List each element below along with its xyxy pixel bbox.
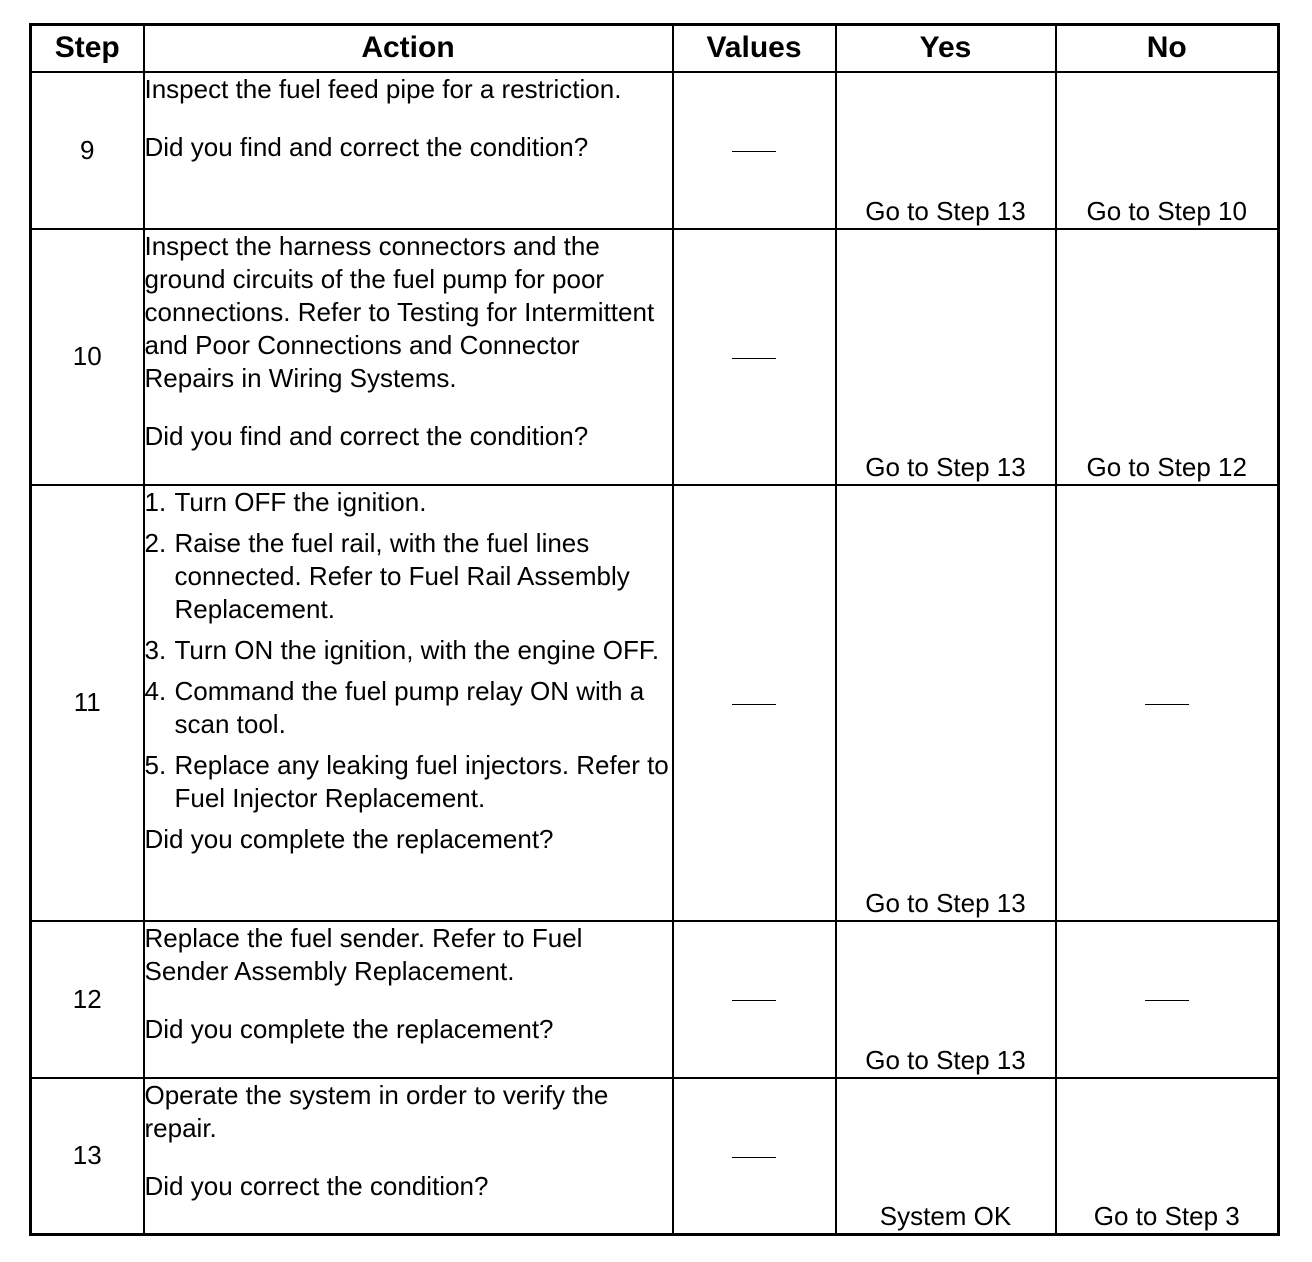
action-question: Did you find and correct the condition? bbox=[144, 131, 589, 162]
values-dash bbox=[732, 1157, 776, 1158]
list-item-number: 1. bbox=[144, 486, 167, 517]
table-row bbox=[31, 229, 1279, 485]
header-step: Step bbox=[31, 25, 144, 72]
action-question: Did you find and correct the condition? bbox=[144, 420, 589, 451]
table-body bbox=[31, 72, 1279, 1235]
values-dash bbox=[732, 704, 776, 705]
list-item bbox=[145, 634, 672, 667]
action-text: Operate the system in order to verify the repair. bbox=[144, 1079, 609, 1143]
action-text: Inspect the fuel feed pipe for a restriction. bbox=[144, 73, 622, 104]
action-text: Replace the fuel sender. Refer to Fuel Sender Assembly Replacement. bbox=[144, 922, 583, 986]
list-item-text: Replace any leaking fuel injectors. Refer to Fuel Injector Replacement. bbox=[174, 749, 669, 813]
list-item-text: Raise the fuel rail, with the fuel lines connected. Refer to Fuel Rail Assembly Replacement. bbox=[174, 527, 630, 624]
values-cell bbox=[673, 72, 836, 229]
list-item bbox=[145, 527, 672, 626]
no-dash bbox=[1145, 1000, 1189, 1001]
procedure-list bbox=[145, 486, 672, 815]
list-item bbox=[145, 486, 672, 519]
no-outcome: Go to Step 3 bbox=[1056, 1078, 1279, 1235]
header-no: No bbox=[1056, 25, 1279, 72]
action-question: Did you complete the replacement? bbox=[144, 1013, 554, 1044]
table-header bbox=[31, 25, 1279, 72]
yes-outcome: Go to Step 13 bbox=[836, 229, 1056, 485]
list-item-number: 4. bbox=[144, 675, 167, 706]
yes-outcome: System OK bbox=[836, 1078, 1056, 1235]
no-outcome: Go to Step 10 bbox=[1056, 72, 1279, 229]
list-item-text: Command the fuel pump relay ON with a scan tool. bbox=[174, 675, 645, 739]
step-number: 11 bbox=[31, 485, 144, 921]
action-question: Did you correct the condition? bbox=[144, 1170, 489, 1201]
action-cell bbox=[144, 485, 673, 921]
list-item-number: 3. bbox=[144, 634, 167, 665]
yes-outcome: Go to Step 13 bbox=[836, 485, 1056, 921]
list-item-text: Turn OFF the ignition. bbox=[174, 486, 427, 517]
action-cell bbox=[144, 229, 673, 485]
table-row bbox=[31, 485, 1279, 921]
no-outcome bbox=[1056, 485, 1279, 921]
list-item-number: 2. bbox=[144, 527, 167, 558]
step-number: 13 bbox=[31, 1078, 144, 1235]
list-item-number: 5. bbox=[144, 749, 167, 780]
values-dash bbox=[732, 151, 776, 152]
table-row bbox=[31, 921, 1279, 1078]
list-item bbox=[145, 675, 672, 741]
values-cell bbox=[673, 485, 836, 921]
header-yes: Yes bbox=[836, 25, 1056, 72]
values-cell bbox=[673, 229, 836, 485]
step-number: 9 bbox=[31, 72, 144, 229]
yes-outcome: Go to Step 13 bbox=[836, 72, 1056, 229]
action-cell bbox=[144, 921, 673, 1078]
table-row bbox=[31, 72, 1279, 229]
header-row bbox=[31, 25, 1279, 72]
step-number: 12 bbox=[31, 921, 144, 1078]
action-question: Did you complete the replacement? bbox=[144, 823, 554, 854]
header-action: Action bbox=[144, 25, 673, 72]
diagnostic-table bbox=[29, 23, 1280, 1236]
no-outcome bbox=[1056, 921, 1279, 1078]
header-values: Values bbox=[673, 25, 836, 72]
list-item bbox=[145, 749, 672, 815]
action-text: Inspect the harness connectors and the ground circuits of the fuel pump for poor connections. Refer to Testing for Intermittent and Poor Connections and Connector Repairs in Wiring Systems. bbox=[144, 230, 655, 393]
values-dash bbox=[732, 1000, 776, 1001]
step-number: 10 bbox=[31, 229, 144, 485]
action-cell bbox=[144, 72, 673, 229]
action-cell bbox=[144, 1078, 673, 1235]
values-dash bbox=[732, 358, 776, 359]
no-dash bbox=[1145, 704, 1189, 705]
values-cell bbox=[673, 1078, 836, 1235]
yes-outcome: Go to Step 13 bbox=[836, 921, 1056, 1078]
values-cell bbox=[673, 921, 836, 1078]
list-item-text: Turn ON the ignition, with the engine OFF. bbox=[174, 634, 660, 665]
table-row bbox=[31, 1078, 1279, 1235]
no-outcome: Go to Step 12 bbox=[1056, 229, 1279, 485]
